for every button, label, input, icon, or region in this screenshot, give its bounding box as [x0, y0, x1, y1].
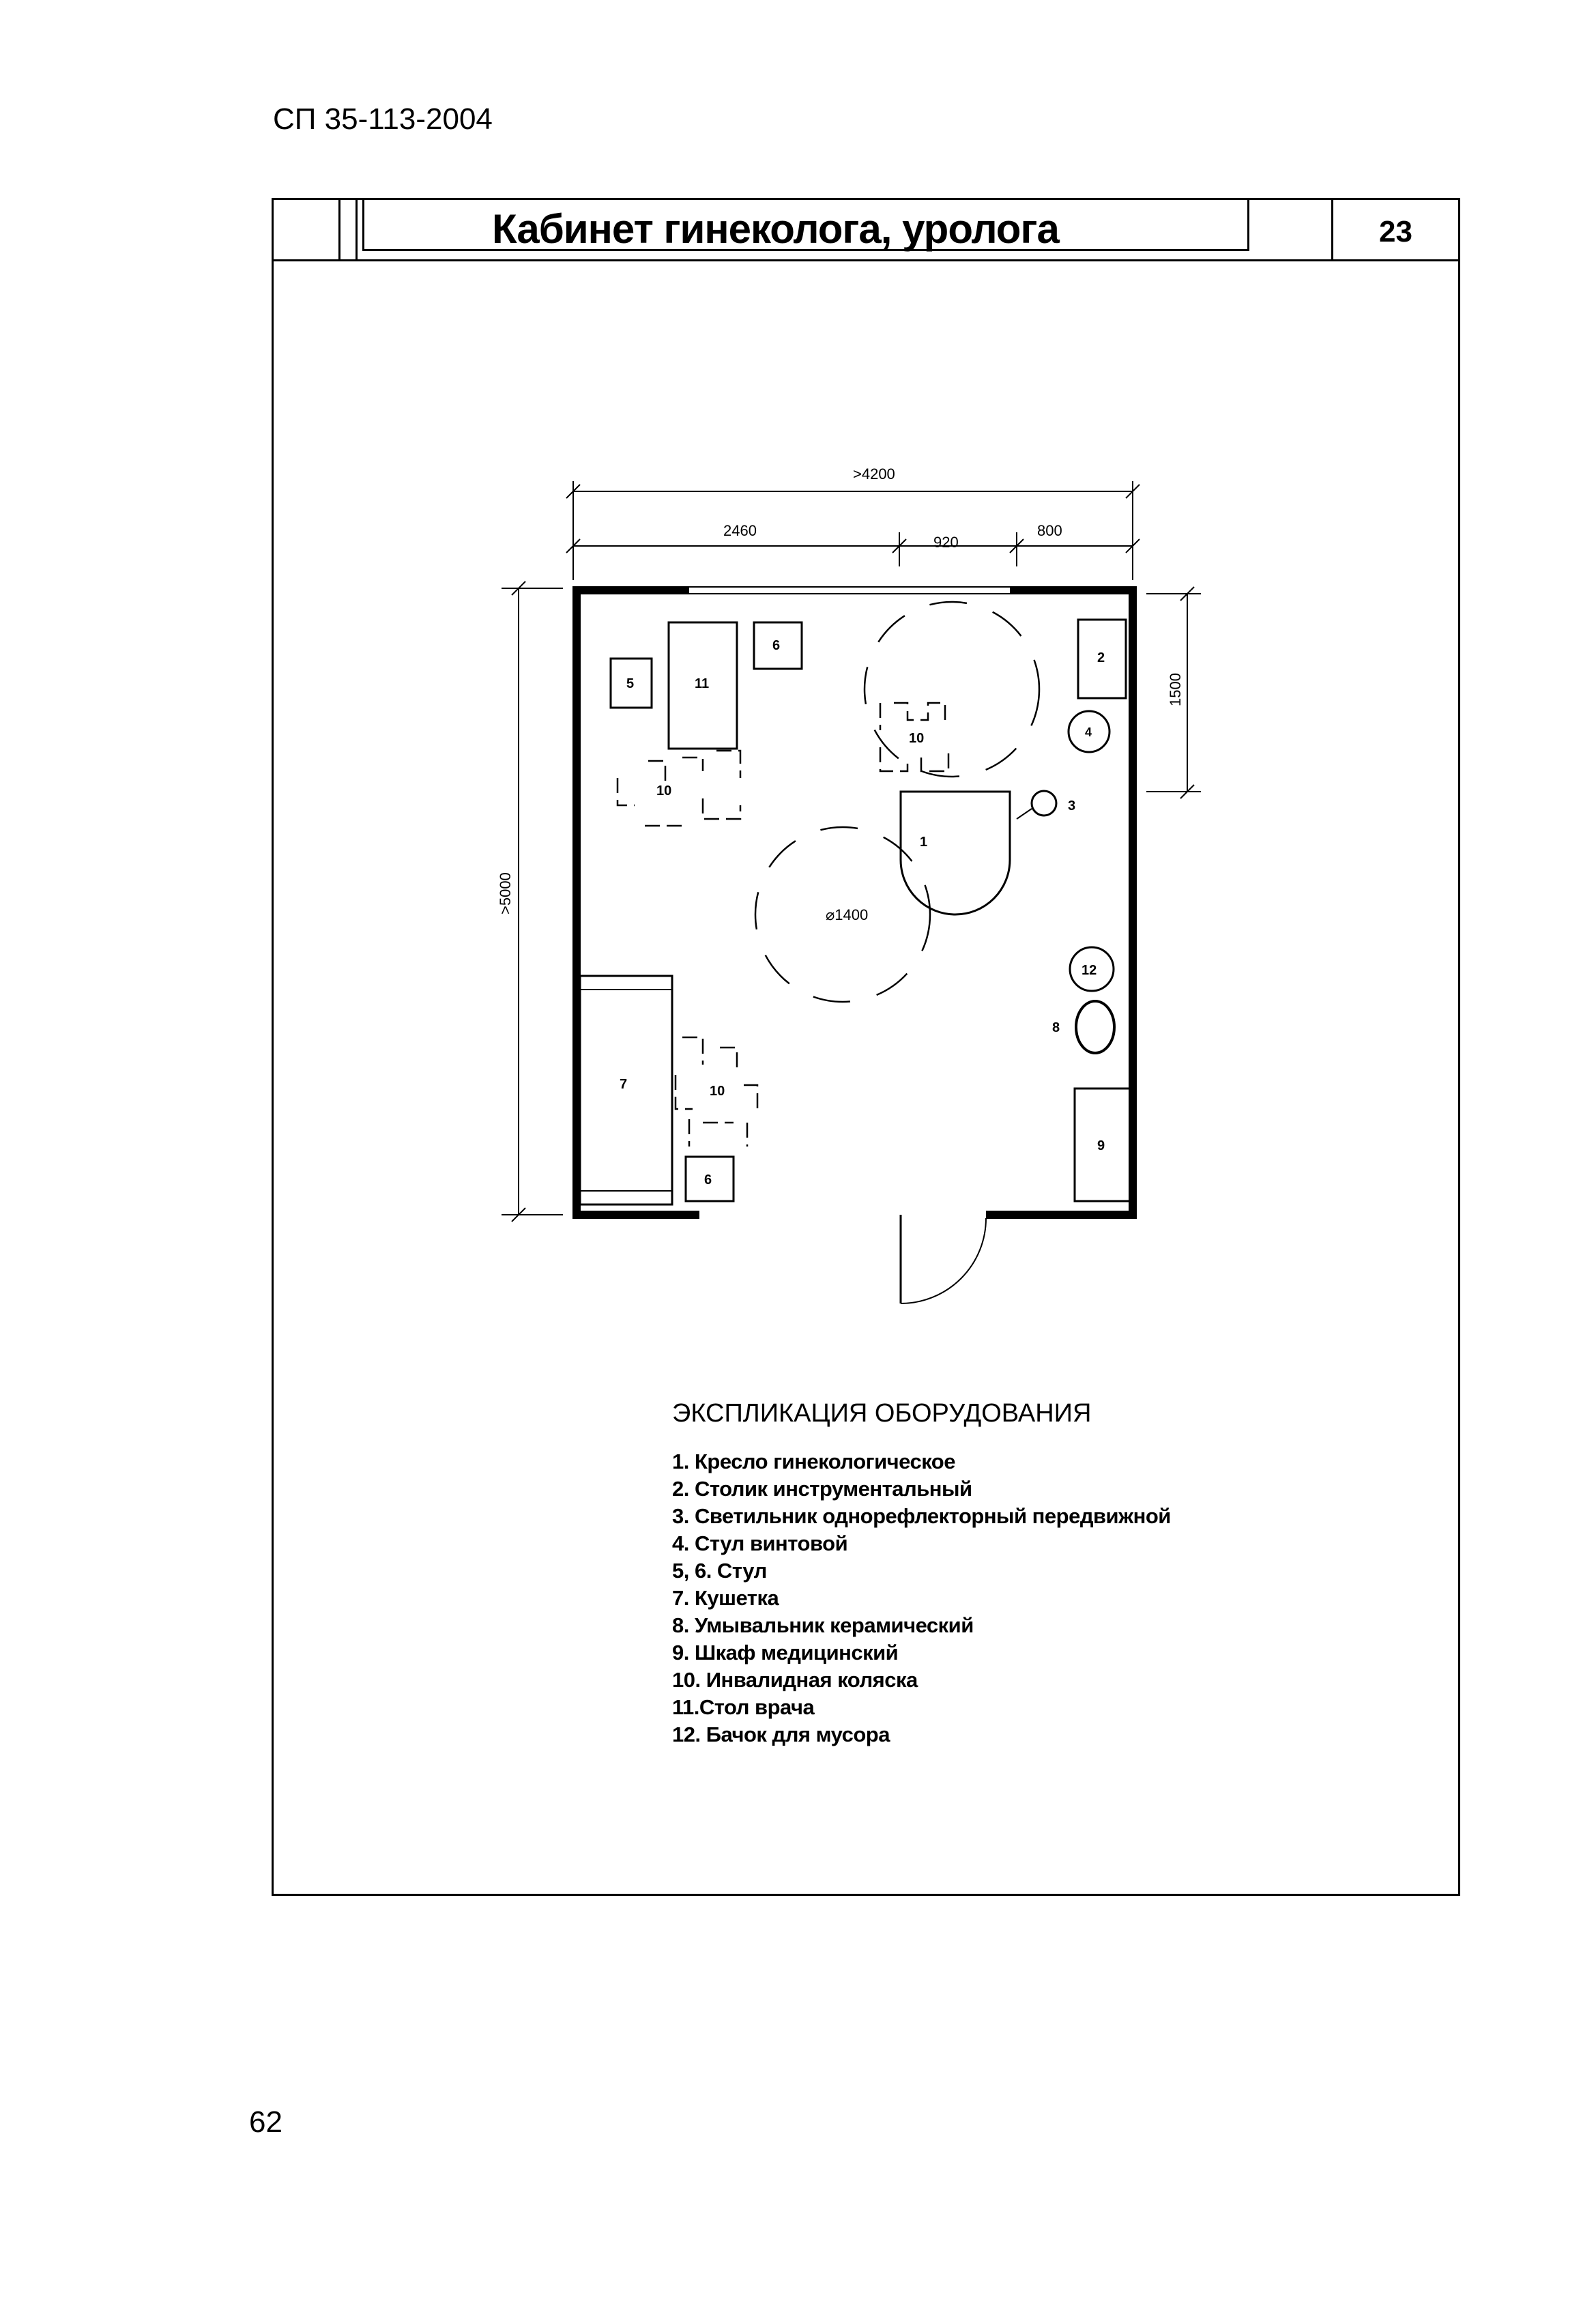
legend-title: ЭКСПЛИКАЦИЯ ОБОРУДОВАНИЯ [672, 1399, 1092, 1428]
legend-item: 12. Бачок для мусора [672, 1722, 890, 1746]
legend-item: 11.Стол врача [672, 1695, 815, 1719]
dim-overall-depth: >5000 [497, 872, 514, 914]
document-code: СП 35-113-2004 [273, 102, 493, 136]
legend-item: 1. Кресло гинекологическое [672, 1450, 955, 1473]
sheet-title: Кабинет гинеколога, уролога [492, 206, 1059, 252]
dim-segment-3: 800 [1037, 522, 1062, 539]
legend-item: 9. Шкаф медицинский [672, 1641, 899, 1664]
door-swing [901, 1218, 986, 1303]
dim-segment-1: 2460 [723, 522, 757, 539]
legend-item: 8. Умывальник керамический [672, 1613, 974, 1637]
dim-segment-2: 920 [933, 534, 959, 551]
label-6-bottom: 6 [704, 1172, 712, 1187]
label-5: 5 [626, 676, 635, 691]
gynecological-chair [901, 792, 1010, 914]
label-7: 7 [620, 1077, 628, 1092]
legend-item: 3. Светильник однорефлекторный передвижной [672, 1504, 1171, 1528]
label-8: 8 [1052, 1020, 1060, 1035]
legend-item: 10. Инвалидная коляска [672, 1668, 918, 1692]
washbasin [1076, 1001, 1114, 1053]
turning-circle [865, 602, 1039, 777]
label-11: 11 [695, 676, 710, 691]
label-4: 4 [1085, 725, 1092, 739]
lamp [1032, 791, 1056, 816]
dim-overall-width: >4200 [853, 465, 895, 482]
page-number: 62 [249, 2105, 282, 2139]
label-10-bottom: 10 [710, 1084, 725, 1099]
floor-plan [478, 437, 1228, 1338]
label-2: 2 [1097, 650, 1105, 665]
equipment-legend [672, 1448, 1171, 1748]
legend-item: 5, 6. Стул [672, 1559, 767, 1583]
label-1: 1 [920, 835, 928, 850]
label-6-top: 6 [772, 638, 781, 653]
title-block [274, 200, 1458, 261]
label-10-left: 10 [656, 783, 672, 798]
title-block-cell [274, 200, 340, 259]
wheelchair-outline [618, 751, 740, 826]
label-9: 9 [1097, 1138, 1105, 1153]
title-block-cell [342, 200, 358, 259]
label-12: 12 [1082, 963, 1097, 978]
dim-right-depth: 1500 [1167, 673, 1184, 706]
label-3: 3 [1068, 798, 1076, 813]
lamp-arm [1017, 809, 1032, 819]
sheet-number: 23 [1379, 215, 1412, 248]
dim-turning-circle: ⌀1400 [826, 906, 869, 923]
label-10-top: 10 [909, 731, 925, 746]
legend-item: 7. Кушетка [672, 1586, 779, 1610]
legend-item: 2. Столик инструментальный [672, 1477, 972, 1501]
room-walls [577, 590, 1133, 1215]
legend-item: 4. Стул винтовой [672, 1531, 848, 1555]
